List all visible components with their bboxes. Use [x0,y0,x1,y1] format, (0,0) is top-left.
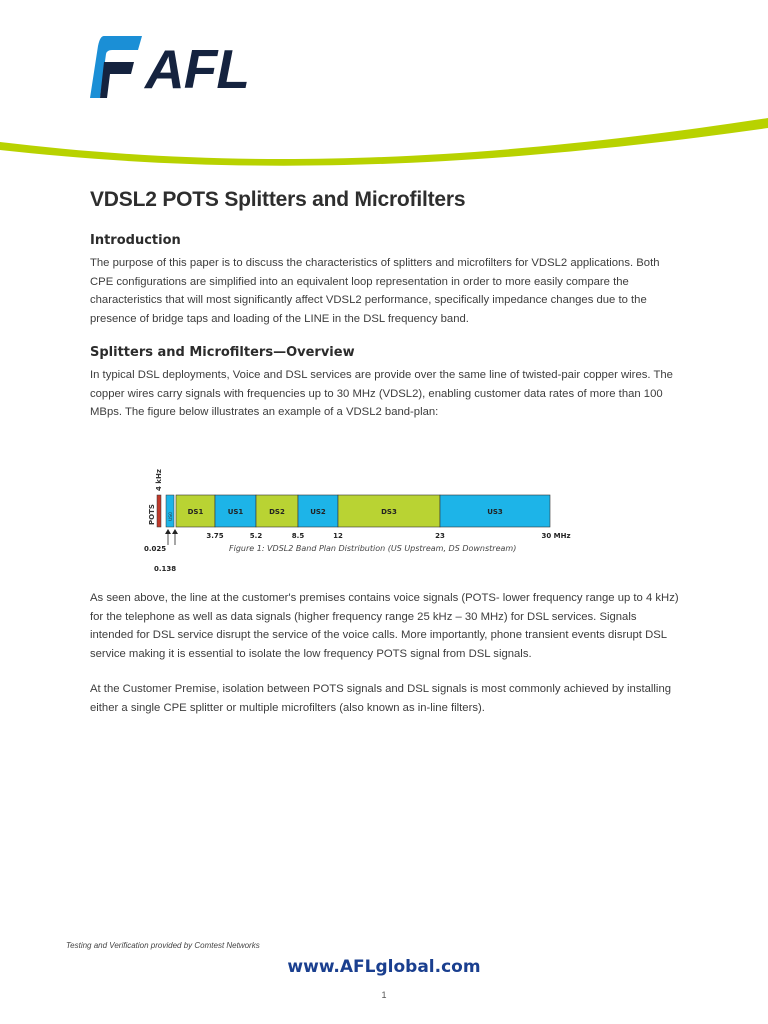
tick-label: 3.75 [206,532,224,540]
pots-label: POTS [148,504,156,525]
afl-logo [90,36,286,100]
tick-label: 30 MHz [541,532,571,540]
logo-wordmark: AFL [145,38,249,100]
footer-website-link[interactable]: www.AFLglobal.com [287,957,481,977]
band-label-ds2: DS2 [269,508,285,516]
band-label-us3: US3 [487,508,503,516]
afl-logo-mark-icon [90,36,142,98]
us0-label: US0 [169,511,174,521]
header-swoosh [0,108,768,168]
us0-band-bar [166,495,174,527]
tick-label: 12 [333,532,343,540]
section-heading-overview: Splitters and Microfilters—Overview [90,345,355,360]
marker-label-0138: 0.138 [154,565,177,573]
overview-paragraph-2: As seen above, the line at the customer's premises contains voice signals (POTS- lower frequency range up to 4 kHz) for the telephone as well as data signals (higher frequency range 25 kHz – 30 MHz) for DSL services. Signals intended for DSL service disrupt the service of the voice calls. More importantly, phone transient events disrupt DSL service making it is essential to isolate the low frequency POTS signal from DSL signals. [90,592,679,660]
marker-arrowhead-0138 [172,529,178,534]
tick-label: 8.5 [291,532,305,540]
band-label-ds3: DS3 [381,508,397,516]
page-number: 1 [381,990,387,1000]
footer-note: Testing and Verification provided by Comtest Networks [66,941,260,950]
page-title: VDSL2 POTS Splitters and Microfilters [90,188,466,211]
band-label-us2: US2 [310,508,326,516]
intro-paragraph: The purpose of this paper is to discuss the characteristics of splitters and microfilters for VDSL2 applications. Both CPE configurations are simplified into an equivalent loop representation in order to more easily compare the characteristics that will most significantly affect VDSL2 performance, specifically impedance changes due to the presence of bridge taps and loading of the LINE in the DSL frequency band. [90,257,660,325]
marker-label-0025: 0.025 [144,545,167,553]
band-label-us1: US1 [227,508,244,516]
overview-paragraph-1: In typical DSL deployments, Voice and DSL services are provide over the same line of twisted-pair copper wires. The copper wires carry signals with frequencies up to 30 MHz (VDSL2), enabling customer data rates of more than 100 MBps. The figure below illustrates an example of a VDSL2 band-plan: [90,369,673,418]
section-heading-introduction: Introduction [90,233,181,248]
pots-4khz-label: 4 kHz [155,469,163,491]
tick-label: 5.2 [249,532,263,540]
tick-label: 23 [435,532,445,540]
marker-arrowhead-0025 [165,529,171,534]
pots-band-bar [157,495,161,527]
overview-paragraph-3: At the Customer Premise, isolation between POTS signals and DSL signals is most commonly achieved by installing either a single CPE splitter or multiple microfilters (also known as in-line filters). [90,683,672,714]
band-plan-chart [140,462,580,582]
band-label-ds1: DS1 [187,508,204,516]
figure-caption: Figure 1: VDSL2 Band Plan Distribution (US Upstream, DS Downstream) [229,544,517,553]
